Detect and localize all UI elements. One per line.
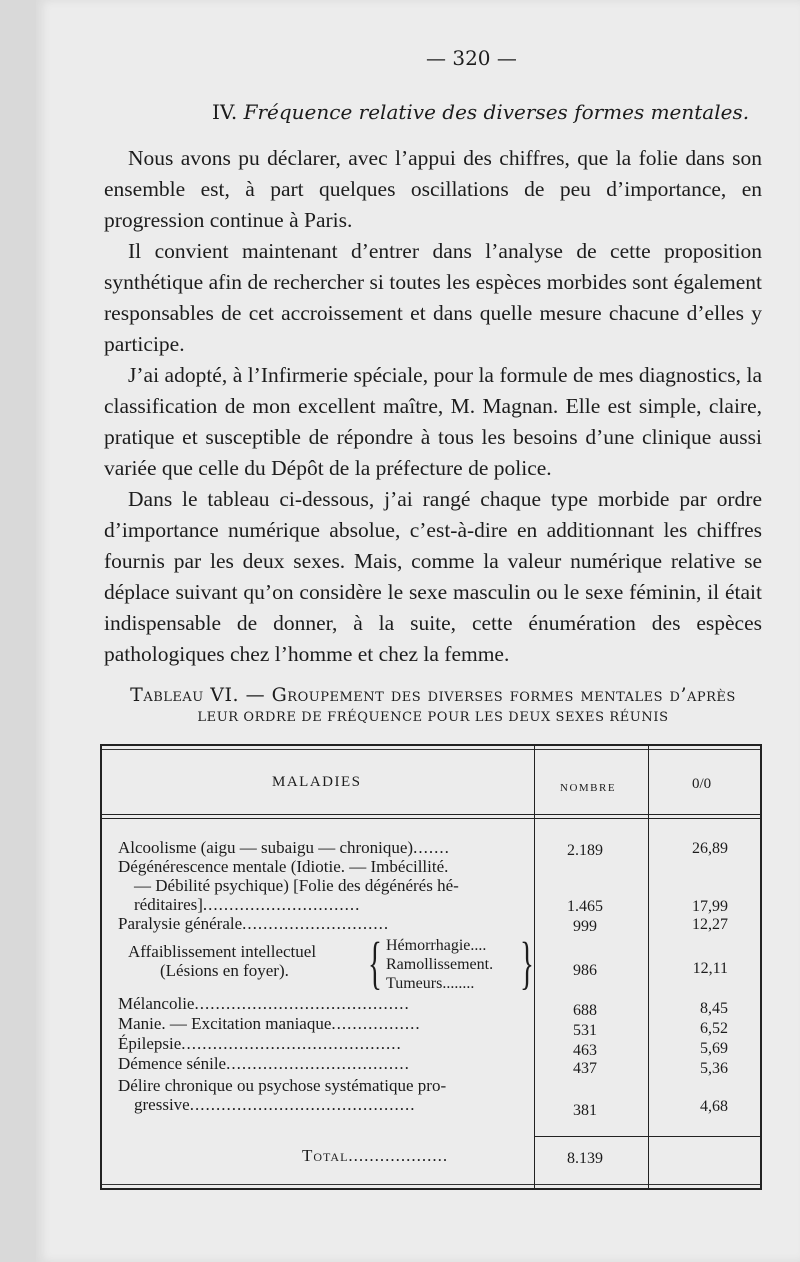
paragraph: Nous avons pu déclarer, avec l’appui des chiffres, que la folie dans son ensemble est, à part quelques oscillations de peu d’importance, en progression continue à Paris.: [104, 146, 762, 232]
row-label: Affaiblissement intellectuel: [128, 942, 317, 961]
cell-percent: 6,52: [700, 1020, 728, 1037]
leader-dots: .......: [413, 838, 450, 857]
row-label: Délire chronique ou psychose systématique pro-: [118, 1076, 447, 1095]
column-divider: [534, 746, 535, 1188]
total-row: [302, 1146, 532, 1165]
total-label: Total: [302, 1146, 349, 1165]
table-row: [118, 994, 530, 1013]
section-numeral: IV.: [212, 100, 238, 124]
cell-percent: 26,89: [692, 840, 728, 857]
column-divider: [648, 746, 649, 1188]
table-caption: Tableau VI. — Groupement des diverses formes mentales d’après: [130, 684, 736, 706]
table-row: [118, 1034, 530, 1053]
cell-nombre: 1.465: [567, 898, 603, 915]
cell-nombre: 999: [573, 918, 597, 935]
row-label: Épilepsie: [118, 1034, 182, 1053]
cell-percent: 12,11: [692, 960, 728, 977]
cell-nombre: 437: [573, 1060, 597, 1077]
section-heading: [212, 100, 749, 124]
leader-dots: ...................: [348, 1146, 449, 1165]
paragraph: Dans le tableau ci-dessous, j’ai rangé chaque type morbide par ordre d’importance numérique absolue, c’est-à-dire en additionnant les chiffres fournis par les deux sexes. Mais, comme la valeur numérique relative se déplace suivant qu’on considère le sexe masculin ou le sexe féminin, il était indispensable de donner, à la suite, cette énumération des espèces pathologiques chez l’homme et chez la femme.: [104, 487, 762, 666]
cell-percent: 12,27: [692, 916, 728, 933]
cell-percent: 8,45: [700, 1000, 728, 1017]
left-brace: {: [368, 930, 382, 995]
table-row: [118, 1014, 530, 1033]
total-rule: [534, 1136, 760, 1137]
leader-dots: ...........................................: [189, 1095, 416, 1114]
table-row: [118, 838, 530, 857]
body-text: [104, 143, 762, 670]
sub-item: Tumeurs........: [386, 975, 475, 992]
page-number: — 320 —: [426, 46, 517, 70]
row-label: Alcoolisme (aigu — subaigu — chronique): [118, 838, 414, 857]
row-label: Paralysie générale: [118, 914, 243, 933]
row-label: Mélancolie: [118, 994, 195, 1013]
paragraph: Il convient maintenant d’entrer dans l’analyse de cette proposition synthétique afin de rechercher si toutes les espèces morbides sont également responsables de cet accroissement et dans quelle mesure chacune d’elles y participe.: [104, 239, 762, 356]
row-label: Dégénérescence mentale (Idiotie. — Imbécillité.: [118, 857, 449, 876]
table-inner-rule: [102, 1184, 760, 1185]
cell-nombre: 688: [573, 1002, 597, 1019]
cell-percent: 5,36: [700, 1060, 728, 1077]
table-row: [118, 1054, 530, 1073]
cell-percent: 17,99: [692, 898, 728, 915]
paragraph: J’ai adopté, à l’Infirmerie spéciale, pour la formule de mes diagnostics, la classification de mon excellent maître, M. Magnan. Elle est simple, claire, pratique et susceptible de répondre à tous les besoins d’une clinique aussi variée que celle du Dépôt de la préfecture de police.: [104, 363, 762, 480]
cell-nombre: 463: [573, 1042, 597, 1059]
header-nombre: NOMBRE: [560, 782, 617, 794]
header-maladies: MALADIES: [272, 774, 362, 790]
table-caption-subtitle: LEUR ORDRE DE FRÉQUENCE POUR LES DEUX SEXES RÉUNIS: [197, 710, 669, 725]
leader-dots: ...................................: [226, 1054, 410, 1073]
row-label: Démence sénile: [118, 1054, 227, 1073]
table-inner-rule: [102, 749, 760, 750]
header-rule: [102, 814, 760, 815]
leader-dots: ............................: [242, 914, 390, 933]
cell-nombre: 2.189: [567, 842, 603, 859]
section-title: Fréquence relative des diverses formes mentales.: [243, 100, 750, 124]
header-percent: 0/0: [692, 776, 712, 792]
row-label-cont: gressive: [134, 1095, 190, 1114]
cell-percent: 4,68: [700, 1098, 728, 1115]
table-row: [118, 857, 530, 914]
right-brace: }: [520, 930, 534, 995]
cell-nombre: 986: [573, 962, 597, 979]
table-row: [118, 1076, 530, 1114]
cell-nombre: 381: [573, 1102, 597, 1119]
table-row: [118, 914, 530, 933]
sub-item: Hémorrhagie....: [386, 937, 487, 954]
row-label-cont: réditaires]: [134, 895, 203, 914]
row-label-cont: — Débilité psychique) [Folie des dégénérés hé-: [134, 876, 459, 895]
frequency-table: [100, 744, 762, 1190]
cell-nombre: 531: [573, 1022, 597, 1039]
leader-dots: .........................................: [194, 994, 410, 1013]
leader-dots: ..............................: [202, 895, 361, 914]
header-rule: [102, 818, 760, 819]
table-row: [128, 942, 368, 980]
leader-dots: ..........................................: [181, 1034, 402, 1053]
leader-dots: .................: [331, 1014, 421, 1033]
row-label-cont: (Lésions en foyer).: [160, 961, 289, 980]
sub-list: [386, 936, 493, 993]
row-label: Manie. — Excitation maniaque: [118, 1014, 332, 1033]
sub-item: Ramollissement.: [386, 956, 494, 973]
cell-percent: 5,69: [700, 1040, 728, 1057]
total-value: 8.139: [567, 1150, 603, 1167]
